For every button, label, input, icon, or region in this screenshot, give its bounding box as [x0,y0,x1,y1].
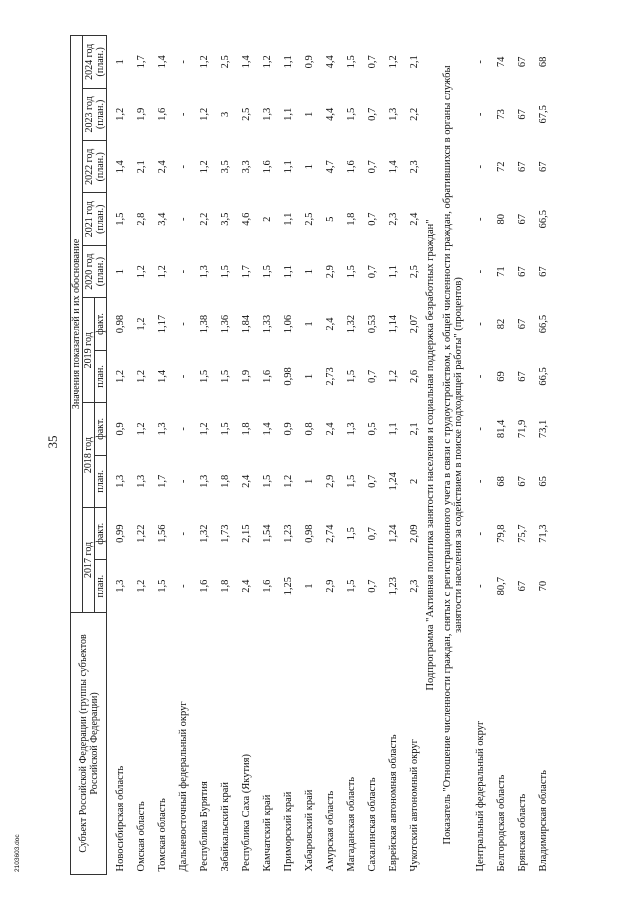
value-cell: 2,2 [199,212,210,226]
subject-name-cell: Еврейская автономная область [388,734,399,872]
value-cell: 1,32 [346,314,357,334]
value-cell: 1,5 [157,579,168,593]
value-cell: 1,8 [241,422,252,436]
value-cell: 1,4 [241,55,252,69]
value-cell: 1,6 [157,107,168,121]
value-cell: 0,9 [283,422,294,436]
value-cell: - [178,322,189,326]
subject-name-cell: Брянская область [517,793,528,872]
value-cell: - [178,479,189,484]
value-cell: 2,1 [409,422,420,436]
value-cell: 1,25 [283,576,294,596]
value-cell: 1,4 [157,55,168,69]
table-row [317,36,338,875]
indicators-table [70,35,551,875]
value-cell: 82 [496,318,507,330]
value-cell: 2,09 [409,524,420,543]
value-cell: 0,7 [367,55,378,69]
value-cell: 1,2 [388,55,399,69]
value-cell: 1,22 [136,524,147,543]
value-cell: 1,2 [136,317,147,331]
value-cell: 1,5 [346,107,357,121]
value-cell: - [178,427,189,431]
value-cell: 81,4 [496,419,507,439]
year-header-2021: 2021 год (план.) [83,193,107,245]
value-cell: 3 [220,111,231,117]
table-row [380,36,401,875]
value-cell: 1,5 [220,369,231,384]
value-cell: 1 [115,59,126,65]
value-cell: - [475,374,486,379]
subprogram-title: Подпрограмма "Активная политика занятости населения и социальная поддержка безработных граждан" [425,219,436,691]
sub-header-fact: факт. [95,298,107,350]
value-cell: 1 [304,373,315,380]
subject-name-cell: Томская область [157,798,168,872]
subject-name-cell: Владимирская область [538,770,549,872]
value-cell: 0,9 [304,55,315,69]
value-cell: 1,17 [157,314,168,334]
value-cell: - [178,217,189,221]
value-cell: 3,3 [241,160,252,174]
value-cell: 0,9 [115,422,126,436]
value-cell: 68 [496,476,507,487]
value-cell: 67 [517,161,528,173]
value-cell: 1,3 [115,579,126,593]
value-cell: 67 [517,109,528,120]
value-cell: 2,3 [388,212,399,226]
subject-name-cell: Приморский край [283,791,294,872]
value-cell: 1,9 [241,369,252,384]
value-cell: 1,1 [283,160,294,174]
value-cell: 1 [304,583,315,589]
year-header-2020: 2020 год (план.) [83,245,107,297]
value-cell: 1,5 [220,422,231,436]
value-cell: 1,3 [136,474,147,488]
sub-header-fact: факт. [95,403,107,455]
value-cell: 1,14 [388,314,399,334]
value-cell: 4,7 [325,160,336,174]
value-cell: 70 [538,580,549,592]
value-cell: 1,73 [220,524,231,543]
value-cell: 1,6 [262,579,273,593]
value-cell: 1,3 [262,107,273,121]
subject-column-header: Субъект Российской Федерации (группы субъектов Российской Федерации) [71,612,107,874]
page-number: 35 [45,435,60,449]
value-cell: 2,9 [325,265,336,279]
sub-header-plan: план. [95,350,107,402]
value-cell: 2,4 [325,317,336,331]
value-cell: 0,5 [367,422,378,436]
rotated-table-area [70,35,610,875]
value-cell: 67 [538,266,549,277]
subject-name-cell: Омская область [136,801,147,872]
table-row [488,36,509,875]
value-cell: 0,7 [367,265,378,279]
value-cell: 72 [496,161,507,173]
value-cell: 0,7 [367,369,378,384]
value-cell: 80,7 [496,576,507,596]
value-cell: 1,4 [262,422,273,436]
value-cell: 0,98 [115,314,126,334]
value-cell: 0,7 [367,527,378,541]
year-header-2017: 2017 год [83,508,95,613]
value-cell: 0,7 [367,107,378,121]
value-cell: 2,3 [409,160,420,174]
value-cell: 2,8 [136,212,147,226]
value-cell: 0,8 [304,422,315,436]
value-cell: 1,6 [262,160,273,174]
value-cell: 1,1 [283,265,294,279]
value-cell: 2,1 [409,55,420,69]
value-cell: 2,07 [409,314,420,334]
value-cell: 1,5 [346,369,357,384]
table-row [233,36,254,875]
value-cell: - [475,584,486,588]
value-cell: 4,6 [241,212,252,226]
value-cell: 4,4 [325,55,336,69]
value-cell: 0,98 [304,524,315,543]
table-row [467,36,488,875]
value-cell: 2,1 [136,160,147,174]
value-cell: 1,2 [283,474,294,488]
table-body-section-a [107,36,423,875]
values-group-header: Значения показателей и их обоснование [71,36,83,613]
value-cell: 67 [517,318,528,330]
value-cell: 1,6 [262,369,273,384]
value-cell: 2,5 [220,55,231,69]
value-cell: 1,56 [157,524,168,543]
document-id: 2103603.doc [14,834,21,872]
table-row [530,36,551,875]
value-cell: 1,23 [283,524,294,543]
value-cell: 2,4 [325,422,336,436]
value-cell: 1,1 [283,55,294,69]
table-row [359,36,380,875]
value-cell: 2,9 [325,474,336,488]
value-cell: - [475,217,486,221]
value-cell: 80 [496,213,507,225]
value-cell: 1 [304,164,315,170]
value-cell: 1,3 [115,474,126,488]
value-cell: 67 [538,161,549,173]
value-cell: 1,3 [157,422,168,436]
subject-name-cell: Магаданская область [346,776,357,872]
table-row [149,36,170,875]
value-cell: 2,4 [241,474,252,488]
value-cell: 1,7 [157,474,168,488]
section-titles [422,36,467,875]
subject-name-cell: Камчатский край [262,794,273,872]
table-row [170,36,191,875]
value-cell: 5 [325,216,336,222]
subject-name-cell: Центральный федеральный округ [475,720,486,872]
value-cell: 2,15 [241,524,252,543]
value-cell: 1,9 [136,107,147,121]
value-cell: 1,8 [220,474,231,488]
value-cell: 1,24 [388,524,399,543]
subject-name-cell: Республика Саха (Якутия) [241,754,252,872]
value-cell: 1,4 [115,160,126,174]
value-cell: 1,2 [115,369,126,384]
value-cell: 4,4 [325,107,336,121]
value-cell: 1,2 [136,369,147,384]
value-cell: 68 [538,56,549,68]
value-cell: 1,24 [388,472,399,491]
value-cell: 0,7 [367,212,378,226]
value-cell: 1,3 [346,422,357,436]
value-cell: - [178,165,189,169]
value-cell: 1,5 [115,212,126,226]
value-cell: 1,2 [199,160,210,174]
value-cell: 1,5 [346,474,357,488]
value-cell: 2,74 [325,524,336,543]
subject-name-cell: Забайкальский край [220,781,231,872]
value-cell: 1,2 [262,55,273,69]
value-cell: 73,1 [538,419,549,439]
value-cell: 0,7 [367,579,378,593]
value-cell: 2,4 [157,160,168,174]
table-row [128,36,149,875]
value-cell: 1,2 [199,55,210,69]
value-cell: 1,1 [388,265,399,279]
value-cell: 1,7 [136,55,147,69]
value-cell: 0,7 [367,474,378,488]
table-row [254,36,275,875]
value-cell: 1,54 [262,524,273,543]
value-cell: 1,36 [220,314,231,334]
value-cell: 1,2 [388,369,399,384]
value-cell: 1,3 [199,265,210,279]
value-cell: 1,3 [388,107,399,121]
value-cell: - [475,427,486,431]
value-cell: 3,5 [220,212,231,226]
value-cell: 1,2 [199,107,210,121]
value-cell: 1 [304,111,315,117]
value-cell: 1,7 [241,265,252,279]
value-cell: 67 [517,476,528,487]
year-header-2019: 2019 год [83,298,95,403]
value-cell: 67 [517,213,528,225]
subject-name-cell: Белгородская область [496,774,507,872]
value-cell: 1,5 [220,265,231,279]
value-cell: - [178,112,189,117]
value-cell: - [475,112,486,117]
table-row [191,36,212,875]
value-cell: 2 [262,216,273,222]
value-cell: 1,2 [136,579,147,593]
value-cell: 1 [304,269,315,275]
value-cell: 1,5 [262,265,273,279]
value-cell: 1,06 [283,314,294,334]
value-cell: 1,1 [283,212,294,226]
value-cell: 1,5 [262,474,273,488]
value-cell: - [178,531,189,536]
sub-header-plan: план. [95,560,107,612]
subject-name-cell: Новосибирская область [115,765,126,872]
value-cell: 1,6 [346,160,357,174]
value-cell: 1,5 [346,527,357,541]
value-cell: 65 [538,476,549,487]
year-header-2024: 2024 год (план.) [83,36,107,89]
value-cell: 1,6 [199,579,210,593]
year-header-2018: 2018 год [83,403,95,508]
value-cell: 71 [496,266,507,277]
value-cell: 0,99 [115,524,126,543]
value-cell: 66,5 [538,210,549,229]
value-cell: - [178,60,189,64]
subject-name-cell: Хабаровский край [304,789,315,872]
table-body-section-b [467,36,551,875]
value-cell: 1,38 [199,314,210,334]
value-cell: 2,5 [409,265,420,279]
value-cell: - [475,60,486,64]
value-cell: 1,2 [136,265,147,279]
value-cell: 2,2 [409,107,420,121]
table-header [71,36,107,875]
table-row [401,36,422,875]
year-header-2022: 2022 год (план.) [83,141,107,193]
value-cell: 1,5 [346,265,357,279]
value-cell: 2,9 [325,579,336,593]
value-cell: 1,4 [388,160,399,174]
value-cell: 2,3 [409,579,420,593]
value-cell: 3,5 [220,160,231,174]
table-row [296,36,317,875]
value-cell: 1,5 [199,369,210,384]
value-cell: 79,8 [496,524,507,543]
value-cell: - [178,269,189,274]
value-cell: 66,5 [538,367,549,386]
value-cell: 71,9 [517,419,528,439]
value-cell: 2,4 [241,579,252,593]
value-cell: 0,98 [283,367,294,386]
value-cell: 2,5 [241,107,252,121]
subject-name-cell: Чукотский автономный округ [409,739,420,872]
indicator-title: Показатель "Отношение численности граждан, снятых с регистрационного учета в связи с трудоустройством, к общей численности граждан, обратившихся в органы службы занятости населения за содействием в поиске подходящей работы" (процентов) [442,65,464,845]
value-cell: - [178,584,189,588]
value-cell: 1,3 [199,474,210,488]
value-cell: 2,5 [304,212,315,226]
value-cell: 1,2 [136,422,147,436]
value-cell: 66,5 [538,314,549,334]
value-cell: 1,32 [199,524,210,543]
value-cell: - [475,165,486,169]
value-cell: - [475,322,486,326]
value-cell: 0,53 [367,314,378,334]
value-cell: 67 [517,266,528,277]
value-cell: 71,3 [538,524,549,543]
value-cell: 1 [115,269,126,275]
value-cell: 1,2 [199,422,210,436]
subject-name-cell: Республика Бурятия [199,781,210,872]
value-cell: 67 [517,371,528,382]
subject-name-cell: Амурская область [325,790,336,872]
value-cell: - [475,479,486,484]
value-cell: 2,73 [325,367,336,386]
value-cell: - [475,531,486,536]
value-cell: 67 [517,580,528,592]
value-cell: 1,8 [346,212,357,226]
table-row [275,36,296,875]
value-cell: 1,23 [388,576,399,596]
value-cell: 67 [517,56,528,68]
subject-name-cell: Сахалинская область [367,777,378,872]
value-cell: 2,4 [409,212,420,226]
value-cell: 1,2 [115,107,126,121]
value-cell: 1,2 [157,265,168,279]
table-row [212,36,233,875]
value-cell: 2 [409,478,420,484]
value-cell: 1,4 [157,369,168,384]
value-cell: 1 [304,478,315,484]
value-cell: 1,5 [346,579,357,593]
value-cell: 3,4 [157,212,168,226]
value-cell: 1,1 [283,107,294,121]
value-cell: 0,7 [367,160,378,174]
value-cell: 69 [496,371,507,382]
value-cell: 74 [496,56,507,68]
value-cell: 1,1 [388,422,399,436]
sub-header-fact: факт. [95,508,107,560]
value-cell: 1 [304,321,315,327]
year-header-2023: 2023 год (план.) [83,88,107,140]
table-row [338,36,359,875]
value-cell: 1,84 [241,314,252,334]
value-cell: 1,8 [220,579,231,593]
table-row [107,36,129,875]
value-cell: 67,5 [538,105,549,124]
value-cell: 73 [496,109,507,120]
value-cell: 2,6 [409,369,420,384]
value-cell: 1,33 [262,314,273,334]
table-row [509,36,530,875]
subject-name-cell: Дальневосточный федеральный округ [178,701,189,872]
value-cell: 1,5 [346,55,357,69]
sub-header-plan: план. [95,455,107,507]
value-cell: - [178,374,189,379]
value-cell: - [475,269,486,274]
value-cell: 75,7 [517,524,528,543]
